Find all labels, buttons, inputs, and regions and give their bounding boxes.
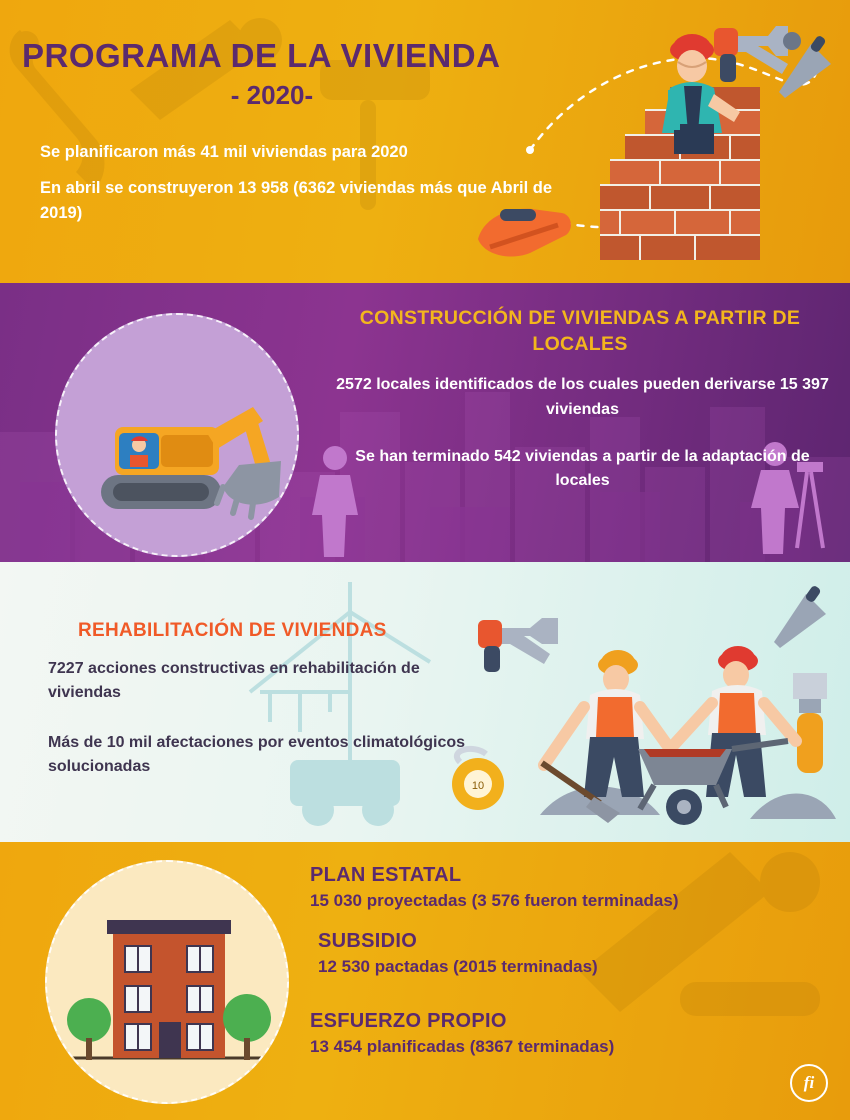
section-construccion-locales [0, 283, 850, 562]
program-text: 13 454 planificadas (8367 terminadas) [310, 1037, 615, 1056]
apartment-building-svg [47, 862, 287, 1102]
section3-facts [48, 657, 468, 805]
section-rehabilitacion [0, 562, 850, 842]
spanner-icon [110, 0, 300, 150]
header-facts [40, 140, 560, 237]
section-header [0, 0, 850, 283]
program-esfuerzo-propio [310, 1010, 614, 1057]
trowel-icon [765, 30, 845, 110]
section2-title: CONSTRUCCIÓN DE VIVIENDAS A PARTIR DE LOCALES [359, 307, 801, 356]
program-subsidio [318, 930, 598, 977]
excavator-illustration [55, 313, 299, 557]
page-subtitle-year: - 2020- [230, 80, 314, 110]
svg-text:10: 10 [471, 780, 485, 792]
section-programas [0, 842, 850, 1120]
program-title: PLAN ESTATAL [310, 864, 462, 886]
worker-bricklayer-illustration [640, 28, 760, 158]
header-fact-1: Se planificaron más 41 mil viviendas para 2020 [40, 143, 408, 161]
page-title: PROGRAMA DE LA VIVIENDA [22, 37, 501, 74]
program-title: SUBSIDIO [318, 930, 418, 952]
excavator-svg [57, 315, 297, 555]
section3-fact-1: 7227 acciones constructivas en rehabilitación de viviendas [48, 660, 420, 701]
program-text: 12 530 pactadas (2015 terminadas) [318, 957, 598, 976]
section2-fact-1: 2572 locales identificados de los cuales pueden derivarse 15 397 viviendas [336, 376, 829, 418]
section2-fact-2: Se han terminado 542 viviendas a partir de la adaptación de locales [355, 447, 810, 490]
program-plan-estatal [310, 864, 679, 911]
apartment-building-illustration [45, 860, 289, 1104]
header-fact-2: En abril se construyeron 13 958 (6362 viviendas más que Abril de 2019) [40, 178, 553, 223]
section3-fact-2: Más de 10 mil afectaciones por eventos climatológicos solucionadas [48, 734, 466, 775]
section3-title: REHABILITACIÓN DE VIVIENDAS [78, 620, 387, 641]
logo: fi [790, 1064, 828, 1102]
section2-facts [335, 373, 830, 516]
two-workers-wheelbarrow-illustration [520, 637, 840, 832]
program-text: 15 030 proyectadas (3 576 fueron terminadas) [310, 891, 679, 910]
program-title: ESFUERZO PROPIO [310, 1010, 507, 1032]
